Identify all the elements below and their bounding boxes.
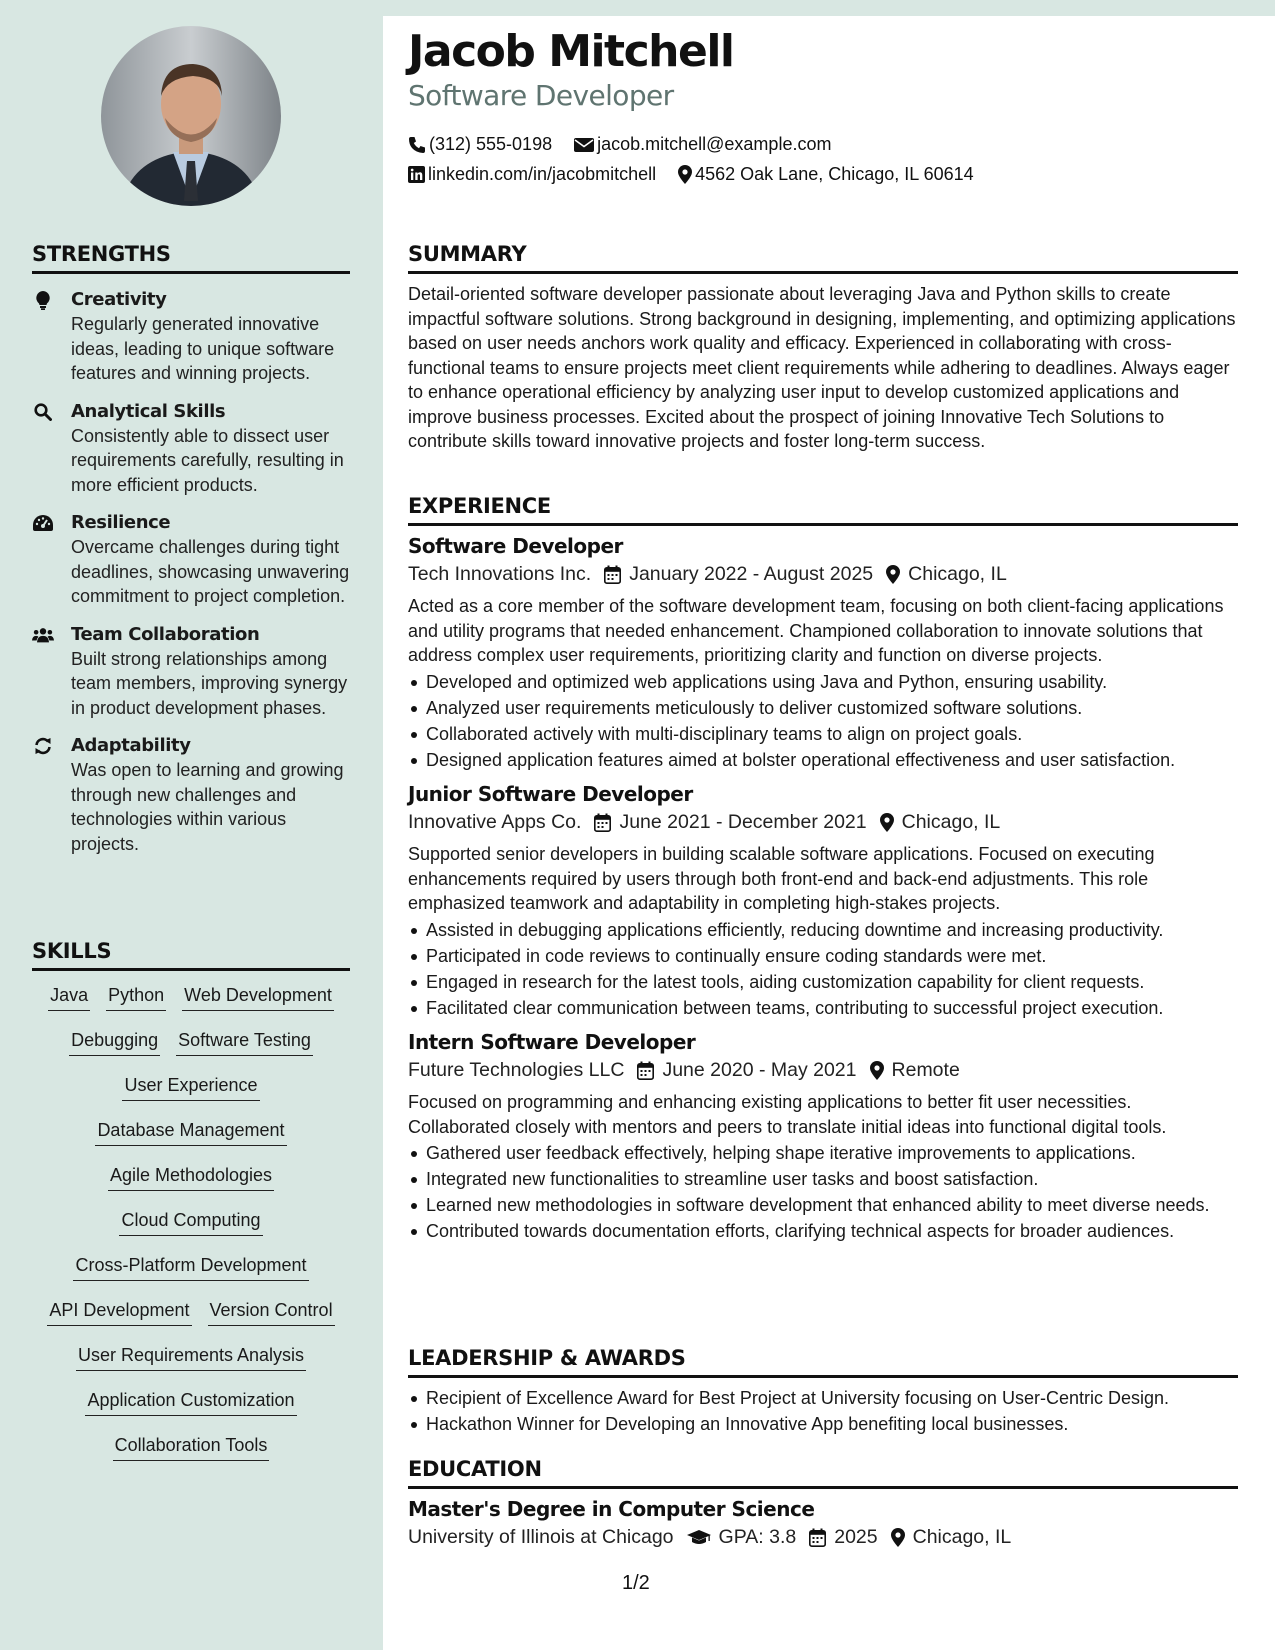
- skill-tag: Software Testing: [176, 1028, 313, 1056]
- calendar-icon: [604, 565, 621, 584]
- page-number: 1/2: [622, 1572, 650, 1594]
- skill-row: [32, 1298, 350, 1343]
- strength-description: Overcame challenges during tight deadlines, showcasing unwavering commitment to project completion.: [71, 537, 350, 606]
- profile-photo: [101, 26, 281, 206]
- job-title: Junior Software Developer: [408, 782, 693, 806]
- job-description: Acted as a core member of the software development team, focusing on both client-facing applications and utility programs that needed enhancement. Championed collaboration to innovate solutions that address complex user requirements, prioritizing clarity and function on diverse projects.: [408, 596, 1224, 665]
- education-location: Chicago, IL: [912, 1526, 1012, 1548]
- main-content: [383, 0, 1275, 1650]
- strength-name: Adaptability: [71, 735, 191, 756]
- school-name: University of Illinois at Chicago: [408, 1526, 674, 1548]
- skill-row: [32, 1163, 350, 1208]
- candidate-role: Software Developer: [408, 79, 674, 112]
- job-title: Intern Software Developer: [408, 1030, 696, 1054]
- job-entry: [408, 534, 1238, 772]
- gpa: GPA: 3.8: [718, 1526, 797, 1548]
- strength-name: Analytical Skills: [71, 400, 226, 422]
- skills-title: SKILLS: [32, 939, 350, 971]
- graduation-year: 2025: [834, 1526, 878, 1548]
- search-icon: [32, 402, 54, 422]
- list-item: Integrated new functionalities to streamline user tasks and boost satisfaction.: [408, 1167, 1238, 1192]
- skill-row: [32, 1253, 350, 1298]
- strength-description: Consistently able to dissect user requirements carefully, resulting in more efficient products.: [71, 425, 344, 495]
- summary-title: SUMMARY: [408, 242, 1238, 274]
- strength-item: [32, 288, 350, 386]
- address-text: 4562 Oak Lane, Chicago, IL 60614: [695, 164, 974, 184]
- skill-tag: Agile Methodologies: [108, 1163, 274, 1191]
- job-location: Chicago, IL: [901, 811, 1001, 833]
- list-item: Participated in code reviews to continually ensure coding standards were met.: [408, 944, 1238, 969]
- skill-row: [32, 1208, 350, 1253]
- strength-name: Team Collaboration: [71, 623, 260, 645]
- summary-text: Detail-oriented software developer passionate about leveraging Java and Python skills to create impactful software solutions. Strong background in designing, implementing, and optimizing applications based on user needs anchors work quality and efficacy. Experienced in collaborating with cross-functional teams to ensure projects meet client requirements while adhering to deadlines. Always eager to enhance operational efficiency by analyzing user input to develop customized applications and improve business processes. Excited about the prospect of joining Innovative Tech Solutions to contribute skills toward innovative projects and foster long-term success.: [408, 284, 1236, 451]
- strength-item: [32, 400, 350, 498]
- skill-tag: API Development: [47, 1298, 191, 1326]
- job-bullets: [408, 670, 1238, 773]
- strength-description: Regularly generated innovative ideas, leading to unique software features and winning projects.: [71, 314, 335, 383]
- awards-section: [408, 1346, 1238, 1438]
- skills-list: [32, 983, 350, 1478]
- map-marker-icon: [678, 165, 692, 184]
- job-description: Supported senior developers in building scalable software applications. Focused on executing enhancements required by users through both front-end and back-end adjustments. This role emphasized teamwork and adaptability in completing high-stakes projects.: [408, 844, 1155, 913]
- job-dates: June 2021 - December 2021: [619, 811, 867, 833]
- lightbulb-icon: [32, 290, 54, 310]
- linkedin-icon: [408, 166, 425, 183]
- contact-line-1: [408, 134, 853, 155]
- job-entry: [408, 1030, 1238, 1244]
- skill-tag: Collaboration Tools: [113, 1433, 270, 1461]
- phone-icon: [408, 136, 426, 154]
- list-item: Collaborated actively with multi-disciplinary teams to align on project goals.: [408, 722, 1238, 747]
- skill-row: [32, 1118, 350, 1163]
- list-item: Assisted in debugging applications efficiently, reducing downtime and increasing productivity.: [408, 918, 1238, 943]
- skill-row: [32, 983, 350, 1028]
- skill-tag: Cloud Computing: [119, 1208, 262, 1236]
- skill-tag: Version Control: [208, 1298, 335, 1326]
- awards-title: LEADERSHIP & AWARDS: [408, 1346, 1238, 1378]
- list-item: Learned new methodologies in software development that enhanced ability to meet diverse needs.: [408, 1193, 1238, 1218]
- skills-section: [32, 939, 350, 1478]
- job-meta: [408, 1059, 1238, 1082]
- job-dates: June 2020 - May 2021: [662, 1059, 857, 1081]
- skill-tag: Application Customization: [85, 1388, 296, 1416]
- education-section: [408, 1457, 1238, 1549]
- job-entry: [408, 782, 1238, 1020]
- strength-item: [32, 623, 350, 721]
- skill-tag: Java: [48, 983, 90, 1011]
- strength-name: Creativity: [71, 289, 167, 310]
- map-marker-icon: [870, 1061, 884, 1080]
- email-text: jacob.mitchell@example.com: [597, 134, 832, 154]
- skill-tag: Debugging: [69, 1028, 160, 1056]
- job-company: Innovative Apps Co.: [408, 811, 582, 833]
- list-item: Facilitated clear communication between teams, contributing to successful project execution.: [408, 996, 1238, 1021]
- degree-title: Master's Degree in Computer Science: [408, 1497, 815, 1521]
- list-item: Hackathon Winner for Developing an Innovative App benefiting local businesses.: [408, 1412, 1238, 1437]
- skill-tag: User Experience: [122, 1073, 259, 1101]
- summary-section: [408, 242, 1238, 454]
- contact-line-2: [408, 164, 996, 185]
- calendar-icon: [637, 1061, 654, 1080]
- skill-tag: User Requirements Analysis: [76, 1343, 306, 1371]
- strength-name: Resilience: [71, 512, 171, 533]
- job-location: Remote: [891, 1059, 960, 1081]
- contact-address: [678, 164, 974, 185]
- strengths-title: STRENGTHS: [32, 242, 350, 274]
- strength-description: Was open to learning and growing through new challenges and technologies within various projects.: [71, 760, 344, 854]
- sync-icon: [32, 736, 54, 756]
- strength-description: Built strong relationships among team members, improving synergy in product development phases.: [71, 648, 348, 718]
- map-marker-icon: [880, 813, 894, 832]
- list-item: Analyzed user requirements meticulously to deliver customized software solutions.: [408, 696, 1238, 721]
- skill-row: [32, 1028, 350, 1073]
- skill-row: [32, 1433, 350, 1478]
- skill-row: [32, 1388, 350, 1433]
- linkedin-text: linkedin.com/in/jacobmitchell: [428, 164, 657, 184]
- awards-list: [408, 1386, 1238, 1437]
- job-meta: [408, 811, 1238, 834]
- experience-section: [408, 494, 1238, 1245]
- users-icon: [32, 625, 54, 645]
- education-title: EDUCATION: [408, 1457, 1238, 1489]
- graduation-cap-icon: [687, 1529, 711, 1546]
- skill-tag: Web Development: [182, 983, 334, 1011]
- job-bullets: [408, 1141, 1238, 1244]
- strength-item: [32, 511, 350, 609]
- skill-row: [32, 1073, 350, 1118]
- education-meta: [408, 1526, 1238, 1549]
- list-item: Engaged in research for the latest tools, aiding customization capability for client requests.: [408, 970, 1238, 995]
- strength-item: [32, 734, 350, 856]
- contact-email[interactable]: [574, 134, 831, 155]
- job-description: Focused on programming and enhancing existing applications to better fit user necessities. Collaborated closely with mentors and peers to translate initial ideas into functional digital tools.: [408, 1092, 1167, 1137]
- skill-tag: Cross-Platform Development: [73, 1253, 308, 1281]
- skill-tag: Database Management: [95, 1118, 286, 1146]
- job-title: Software Developer: [408, 534, 623, 558]
- candidate-name: Jacob Mitchell: [408, 26, 734, 77]
- job-bullets: [408, 918, 1238, 1021]
- skill-tag: Python: [106, 983, 166, 1011]
- map-marker-icon: [891, 1528, 905, 1547]
- list-item: Designed application features aimed at bolster operational effectiveness and user satisfaction.: [408, 748, 1238, 773]
- calendar-icon: [594, 813, 611, 832]
- job-company: Tech Innovations Inc.: [408, 563, 592, 585]
- phone-text: (312) 555-0198: [429, 134, 553, 154]
- contact-linkedin[interactable]: [408, 164, 656, 185]
- calendar-icon: [809, 1528, 826, 1547]
- list-item: Developed and optimized web applications using Java and Python, ensuring usability.: [408, 670, 1238, 695]
- map-marker-icon: [886, 565, 900, 584]
- gauge-icon: [32, 513, 54, 533]
- list-item: Recipient of Excellence Award for Best Project at University focusing on User-Centric Design.: [408, 1386, 1238, 1411]
- job-meta: [408, 563, 1238, 586]
- list-item: Contributed towards documentation efforts, clarifying technical aspects for broader audiences.: [408, 1219, 1238, 1244]
- experience-title: EXPERIENCE: [408, 494, 1238, 526]
- skill-row: [32, 1343, 350, 1388]
- job-dates: January 2022 - August 2025: [629, 563, 874, 585]
- list-item: Gathered user feedback effectively, helping shape iterative improvements to applications.: [408, 1141, 1238, 1166]
- strengths-section: [32, 242, 350, 856]
- job-location: Chicago, IL: [908, 563, 1007, 585]
- envelope-icon: [574, 137, 594, 153]
- contact-phone[interactable]: [408, 134, 552, 155]
- job-company: Future Technologies LLC: [408, 1059, 625, 1081]
